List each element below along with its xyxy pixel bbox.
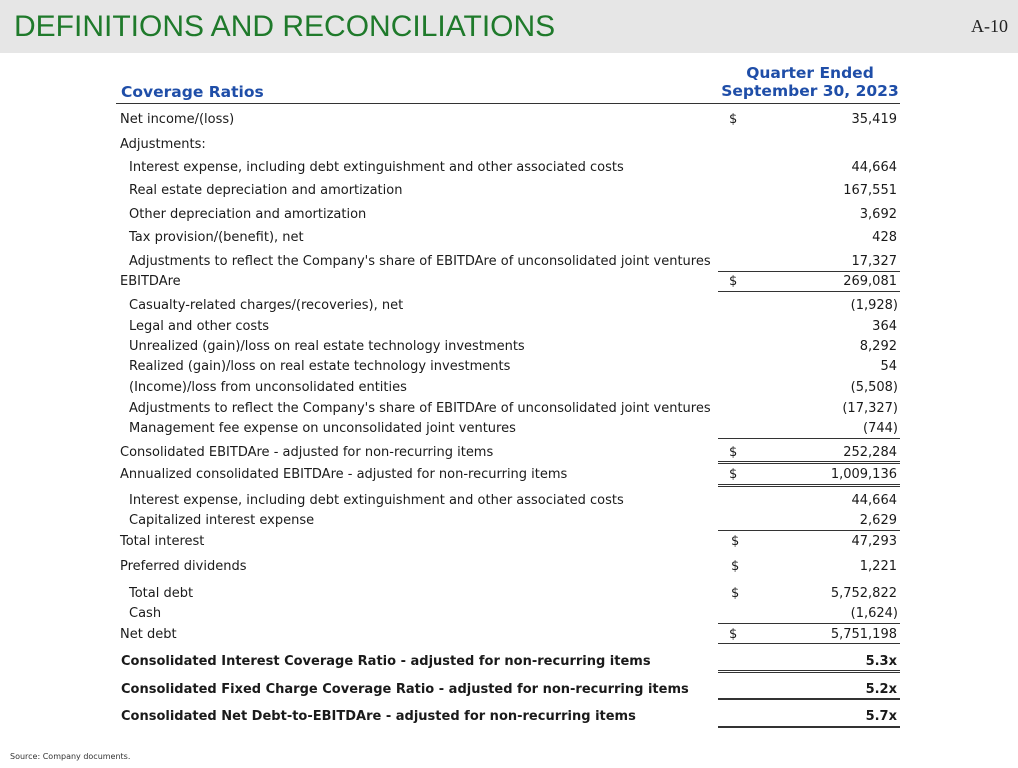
table-row: [0, 492, 1018, 510]
total-rule: [718, 461, 900, 464]
table-row: [0, 585, 1018, 603]
ratio-value: 5.3x: [865, 654, 897, 669]
table-row: [0, 605, 1018, 623]
table-row: [0, 111, 1018, 129]
subtotal-rule: [718, 623, 900, 624]
subtotal-rule: [718, 438, 900, 439]
column-header: [718, 64, 902, 100]
row-value: 44,664: [851, 160, 897, 175]
row-value: 17,327: [851, 254, 897, 269]
row-currency: $: [729, 445, 738, 460]
row-label: Adjustments to reflect the Company's share of EBITDAre of unconsolidated joint ventures: [129, 254, 711, 269]
row-label: Net income/(loss): [120, 112, 235, 127]
page-header: [0, 0, 1018, 53]
row-value: 3,692: [859, 207, 897, 222]
row-currency: $: [731, 586, 740, 601]
table-row: [0, 533, 1018, 551]
row-value: 5,752,822: [830, 586, 897, 601]
row-currency: $: [731, 534, 740, 549]
row-value: 44,664: [851, 493, 897, 508]
ratio-row-interest-coverage: [0, 653, 1018, 671]
section-title: Coverage Ratios: [121, 83, 264, 101]
column-header-line2: September 30, 2023: [721, 82, 899, 100]
row-value: 1,221: [859, 559, 897, 574]
row-value: 364: [872, 319, 897, 334]
row-label: Legal and other costs: [129, 319, 270, 334]
total-rule: [718, 484, 900, 487]
row-label: Tax provision/(benefit), net: [129, 230, 304, 245]
row-value: (1,928): [850, 298, 898, 313]
row-label: Adjustments:: [120, 137, 206, 152]
table-row: [0, 182, 1018, 200]
row-value: 35,419: [851, 112, 897, 127]
table-row: [0, 558, 1018, 576]
table-row: [0, 253, 1018, 271]
row-label: Cash: [129, 606, 162, 621]
row-value: (1,624): [850, 606, 898, 621]
table-row: [0, 338, 1018, 356]
header-rule: [116, 103, 900, 104]
row-label: Real estate depreciation and amortization: [129, 183, 403, 198]
row-value: (744): [863, 421, 898, 436]
row-value: (5,508): [850, 380, 898, 395]
subtotal-rule: [718, 643, 900, 644]
row-value: 54: [880, 359, 897, 374]
row-currency: $: [729, 274, 738, 289]
table-row: [0, 318, 1018, 336]
ratio-row-net-debt: [0, 708, 1018, 726]
row-label: Casualty-related charges/(recoveries), net: [129, 298, 404, 313]
subtotal-rule: [718, 271, 900, 272]
ratio-label: Consolidated Net Debt-to-EBITDAre - adjusted for non-recurring items: [121, 709, 636, 724]
row-value: (17,327): [842, 401, 898, 416]
table-row: [0, 229, 1018, 247]
table-row: [0, 512, 1018, 530]
ratio-label: Consolidated Fixed Charge Coverage Ratio - adjusted for non-recurring items: [121, 682, 689, 697]
row-label: Management fee expense on unconsolidated joint ventures: [129, 421, 516, 436]
row-value: 5,751,198: [830, 627, 897, 642]
row-currency: $: [729, 627, 738, 642]
table-row: [0, 400, 1018, 418]
table-row: [0, 466, 1018, 484]
row-value: 1,009,136: [830, 467, 897, 482]
source-note: Source: Company documents.: [10, 752, 131, 761]
page-number: A-10: [971, 16, 1008, 36]
row-label: Unrealized (gain)/loss on real estate technology investments: [129, 339, 525, 354]
subtotal-rule: [718, 291, 900, 292]
row-label: Annualized consolidated EBITDAre - adjusted for non-recurring items: [120, 467, 568, 482]
table-row: [0, 358, 1018, 376]
table-row: [0, 136, 1018, 154]
row-label: Adjustments to reflect the Company's share of EBITDAre of unconsolidated joint ventures: [129, 401, 711, 416]
row-value: 2,629: [859, 513, 897, 528]
table-row: [0, 273, 1018, 291]
table-row: [0, 379, 1018, 397]
column-header-line1: Quarter Ended: [746, 64, 874, 82]
table-row: [0, 297, 1018, 315]
row-label: EBITDAre: [120, 274, 181, 289]
row-label: Preferred dividends: [120, 559, 247, 574]
ratio-label: Consolidated Interest Coverage Ratio - adjusted for non-recurring items: [121, 654, 651, 669]
row-label: Realized (gain)/loss on real estate technology investments: [129, 359, 511, 374]
table-row: [0, 444, 1018, 462]
row-value: 252,284: [843, 445, 897, 460]
table-row: [0, 159, 1018, 177]
row-currency: $: [731, 559, 740, 574]
table-row: [0, 420, 1018, 438]
total-rule: [718, 670, 900, 673]
table-row: [0, 206, 1018, 224]
row-label: Capitalized interest expense: [129, 513, 315, 528]
row-value: 428: [872, 230, 897, 245]
subtotal-rule: [718, 530, 900, 531]
table-row: [0, 626, 1018, 644]
ratio-value: 5.7x: [865, 709, 897, 724]
total-rule: [718, 698, 900, 700]
row-label: Interest expense, including debt extinguishment and other associated costs: [129, 493, 624, 508]
total-rule: [718, 726, 900, 728]
row-value: 47,293: [851, 534, 897, 549]
row-label: Interest expense, including debt extinguishment and other associated costs: [129, 160, 624, 175]
row-currency: $: [729, 467, 738, 482]
row-value: 167,551: [843, 183, 897, 198]
row-label: Net debt: [120, 627, 177, 642]
row-label: Other depreciation and amortization: [129, 207, 367, 222]
ratio-row-fixed-charge: [0, 681, 1018, 699]
row-value: 8,292: [859, 339, 897, 354]
row-label: Total debt: [129, 586, 194, 601]
row-label: (Income)/loss from unconsolidated entities: [129, 380, 407, 395]
row-label: Total interest: [120, 534, 205, 549]
ratio-value: 5.2x: [865, 682, 897, 697]
page-title: DEFINITIONS AND RECONCILIATIONS: [14, 10, 556, 43]
row-label: Consolidated EBITDAre - adjusted for non-recurring items: [120, 445, 494, 460]
row-currency: $: [729, 112, 738, 127]
row-value: 269,081: [843, 274, 897, 289]
